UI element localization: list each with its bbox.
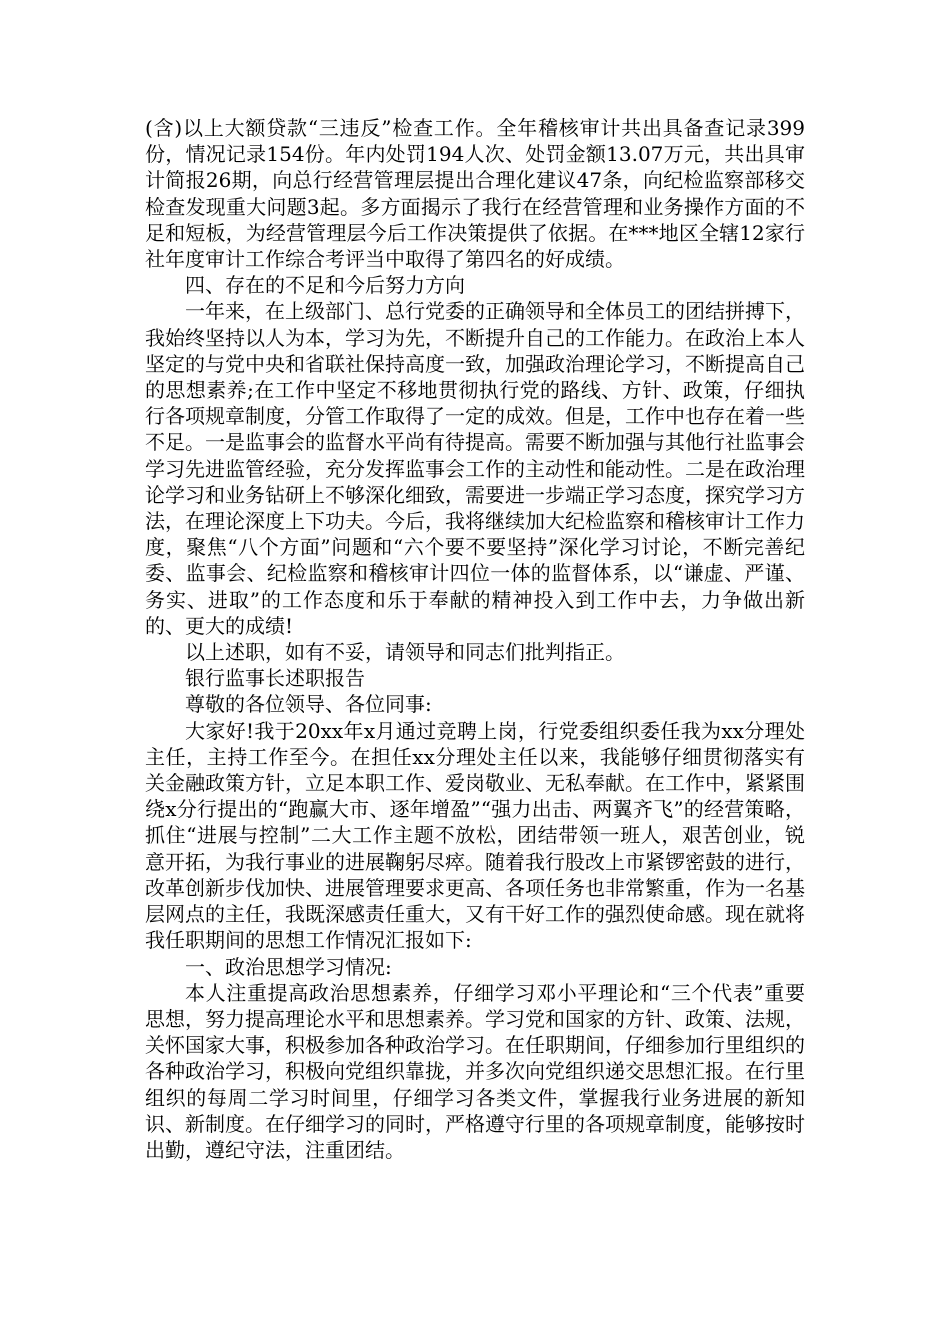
report-title: 银行监事长述职报告 bbox=[185, 666, 365, 691]
section-heading-shortcomings: 四、存在的不足和今后努力方向 bbox=[185, 273, 465, 298]
paragraph-closing: 以上述职，如有不妥，请领导和同志们批判指正。 bbox=[185, 640, 625, 665]
paragraph-audit-results: (含)以上大额贷款“三违反”检查工作。全年稽核审计共出具备查记录399份，情况记录154份。年内处罚194人次、处罚金额13.07万元，共出具审计简报26期，向总行经营管理层提出合理化建议47条，向纪检监察部移交检查发现重大问题3起。多方面揭示了我行在经营管理和业务操作方面的不足和短板，为经营管理层今后工作决策提供了依据。在***地区全辖12家行社年度审计工作综合考评当中取得了第四名的好成绩。 bbox=[145, 116, 805, 272]
paragraph-shortcomings: 一年来，在上级部门、总行党委的正确领导和全体员工的团结拼搏下，我始终坚持以人为本，学习为先，不断提升自己的工作能力。在政治上本人坚定的与党中央和省联社保持高度一致，加强政治理论学习，不断提高自己的思想素养;在工作中坚定不移地贯彻执行党的路线、方针、政策，仔细执行各项规章制度，分管工作取得了一定的成效。但是，工作中也存在着一些不足。一是监事会的监督水平尚有待提高。需要不断加强与其他行社监事会学习先进监管经验，充分发挥监事会工作的主动性和能动性。二是在政治理论学习和业务钻研上不够深化细致，需要进一步端正学习态度，探究学习方法，在理论深度上下功夫。今后，我将继续加大纪检监察和稽核审计工作力度，聚焦“八个方面”问题和“六个要不要坚持”深化学习讨论，不断完善纪委、监事会、纪检监察和稽核审计四位一体的监督体系，以“谦虚、严谨、务实、进取”的工作态度和乐于奉献的精神投入到工作中去，力争做出新的、更大的成绩! bbox=[145, 299, 805, 638]
document-page bbox=[145, 115, 805, 1163]
salutation: 尊敬的各位领导、各位同事: bbox=[185, 692, 432, 717]
paragraph-political-study: 本人注重提高政治思想素养，仔细学习邓小平理论和“三个代表”重要思想，努力提高理论水平和思想素养。学习党和国家的方针、政策、法规，关怀国家大事，积极参加各种政治学习。在任职期间，仔细参加行里组织的各种政治学习，积极向党组织靠拢，并多次向党组织递交思想汇报。在行里组织的每周二学习时间里，仔细学习各类文件，掌握我行业务进展的新知识、新制度。在仔细学习的同时，严格遵守行里的各项规章制度，能够按时出勤，遵纪守法，注重团结。 bbox=[145, 980, 805, 1162]
paragraph-introduction: 大家好!我于20xx年x月通过竞聘上岗，行党委组织委任我为xx分理处主任，主持工作至今。在担任xx分理处主任以来，我能够仔细贯彻落实有关金融政策方针，立足本职工作、爱岗敬业、无私奉献。在工作中，紧紧围绕x分行提出的“跑赢大市、逐年增盈”“强力出击、两翼齐飞”的经营策略，抓住“进展与控制”二大工作主题不放松，团结带领一班人，艰苦创业，锐意开拓，为我行事业的进展鞠躬尽瘁。随着我行股改上市紧锣密鼓的进行，改革创新步伐加快、进展管理要求更高、各项任务也非常繁重，作为一名基层网点的主任，我既深感责任重大，又有干好工作的强烈使命感。现在就将我任职期间的思想工作情况汇报如下: bbox=[145, 718, 805, 953]
section-heading-political-study: 一、政治思想学习情况: bbox=[185, 954, 392, 979]
